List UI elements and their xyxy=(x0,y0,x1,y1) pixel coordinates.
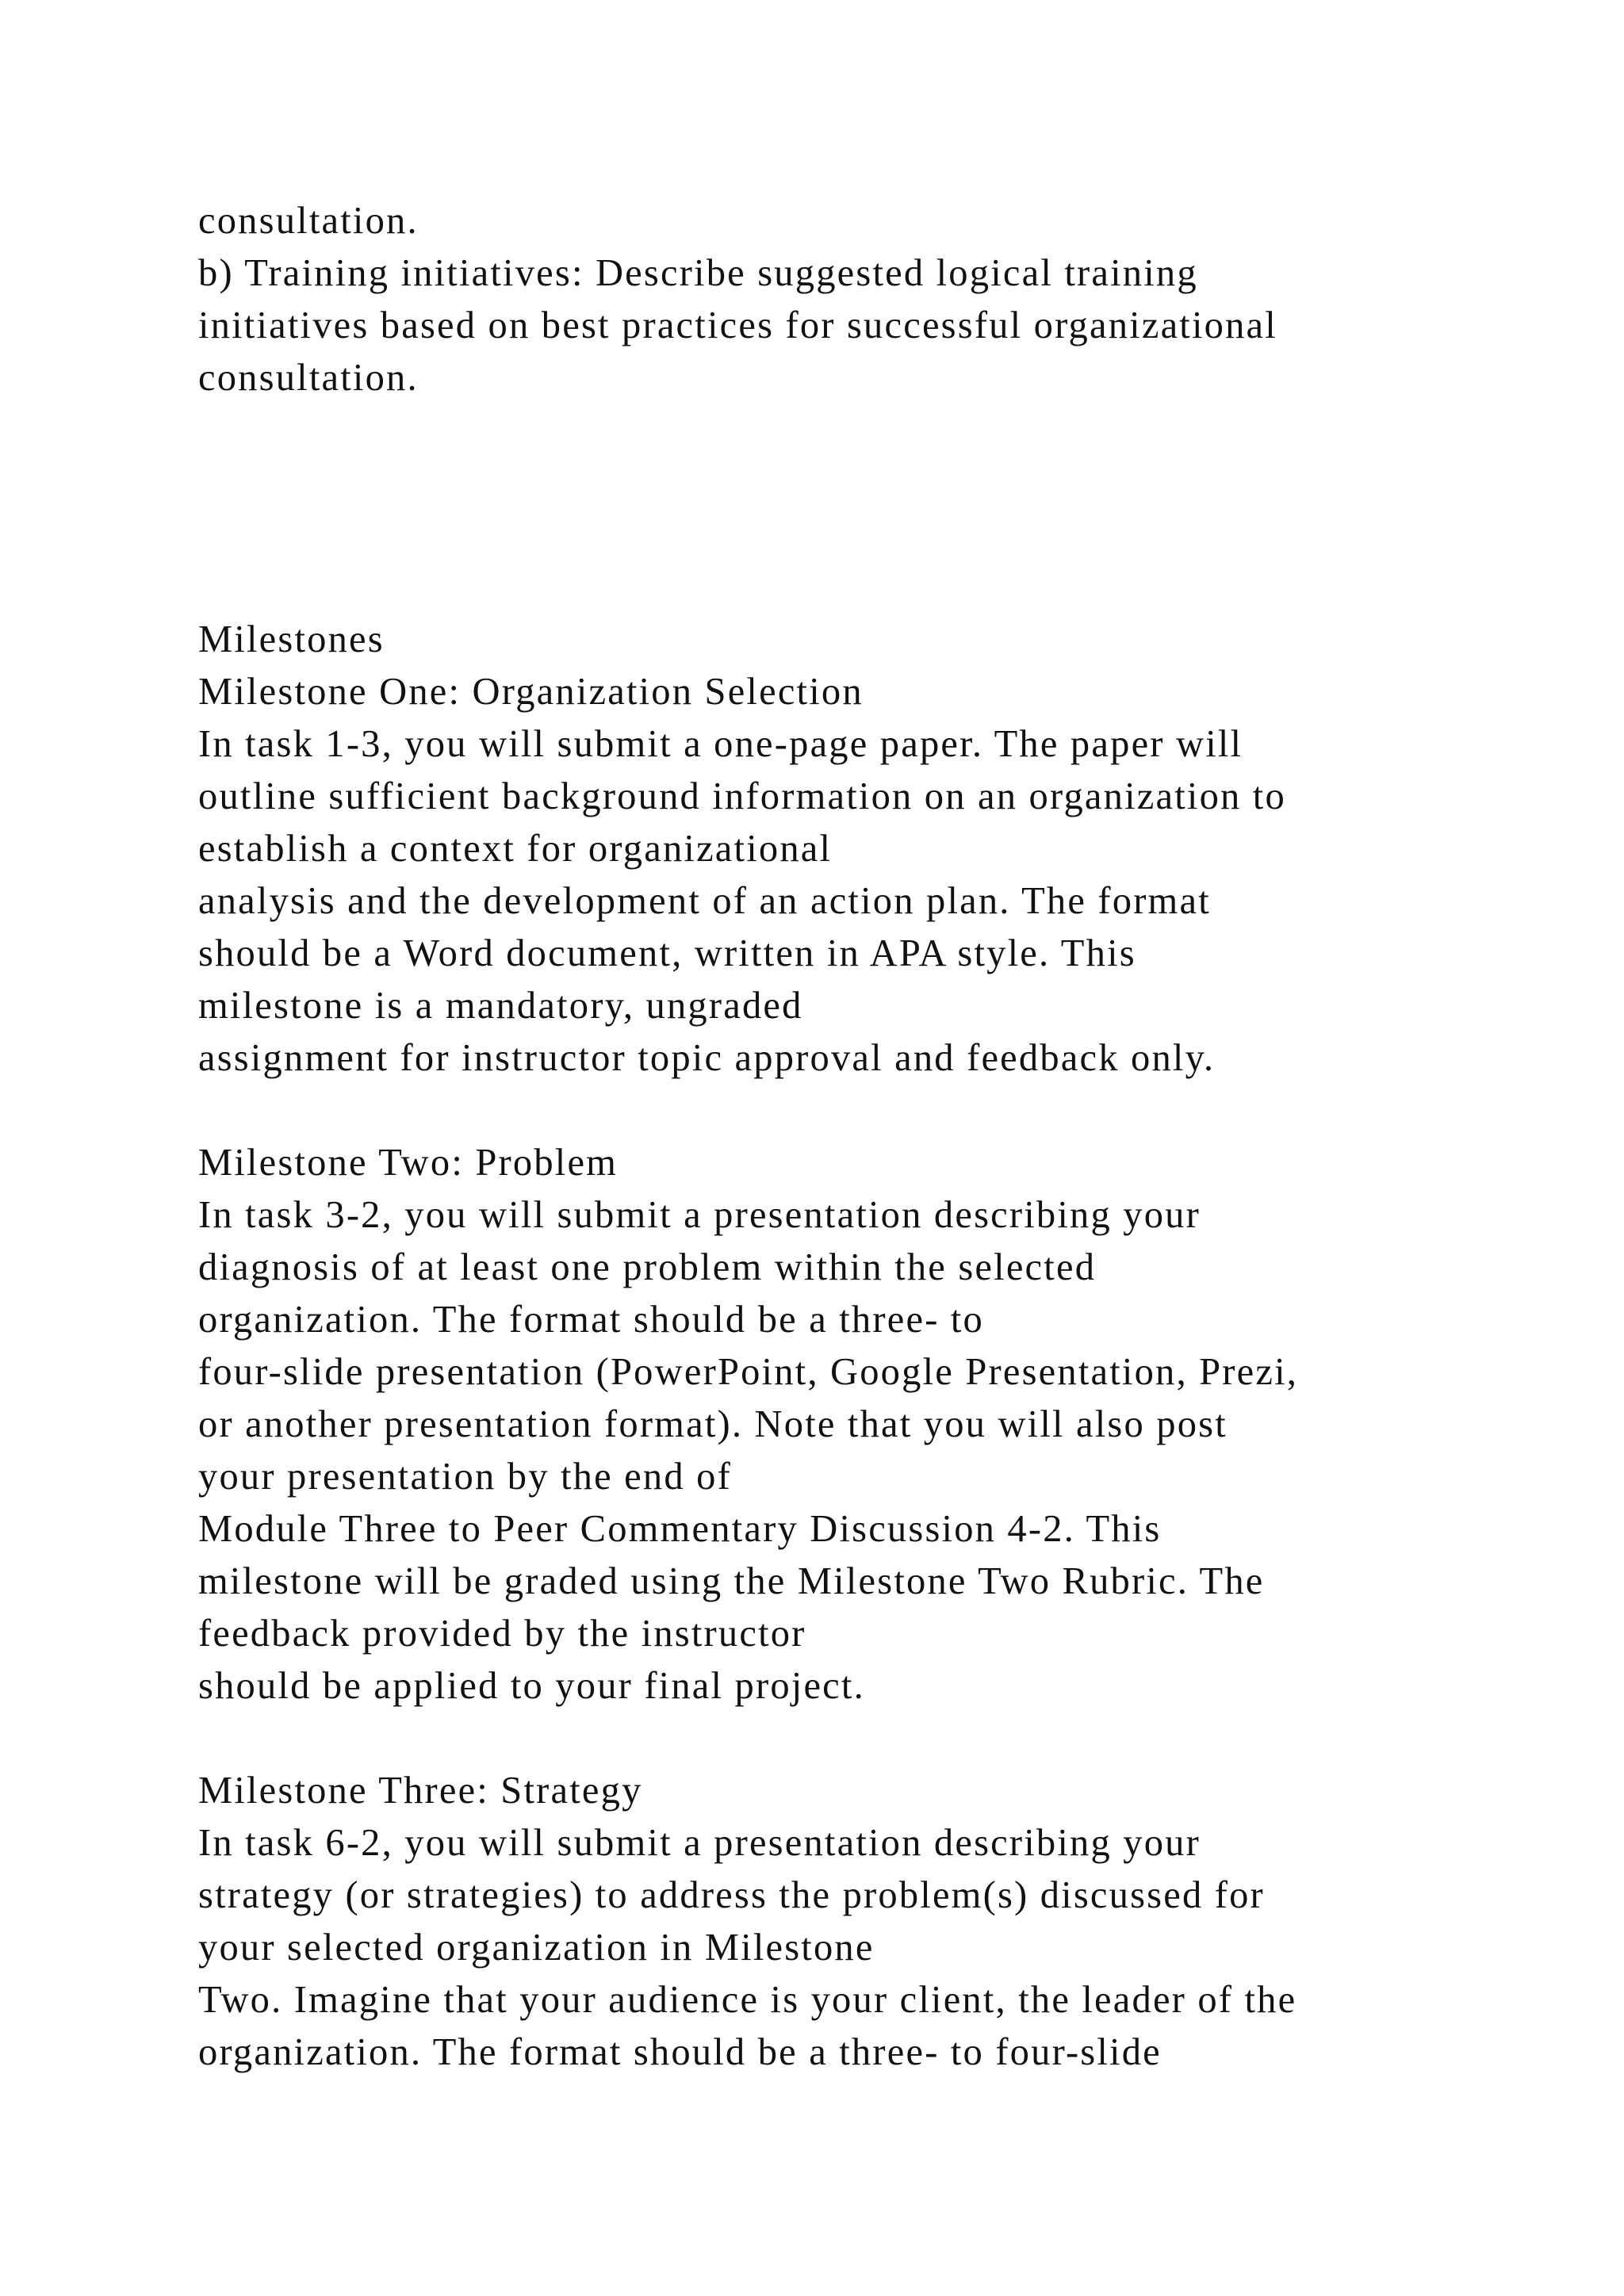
milestone-one-line: outline sufficient background information on an organization to xyxy=(198,775,1286,817)
milestone-three-line: strategy (or strategies) to address the problem(s) discussed for xyxy=(198,1874,1265,1916)
milestone-one-line: should be a Word document, written in APA style. This xyxy=(198,932,1136,974)
spacer xyxy=(198,1085,1546,1137)
milestone-two-line: your presentation by the end of xyxy=(198,1456,732,1498)
milestone-two-line: Module Three to Peer Commentary Discussion 4-2. This xyxy=(198,1508,1162,1550)
milestone-two-title: Milestone Two: Problem xyxy=(198,1142,619,1184)
spacer xyxy=(198,1712,1546,1765)
milestone-two-line: or another presentation format). Note that you will also post xyxy=(198,1403,1228,1445)
milestone-one-line: establish a context for organizational xyxy=(198,828,833,870)
intro-line: consultation. xyxy=(198,357,419,399)
milestone-one-line: assignment for instructor topic approval and feedback only. xyxy=(198,1037,1216,1079)
intro-line: consultation. xyxy=(198,200,419,242)
milestone-two-line: In task 3-2, you will submit a presentation describing your xyxy=(198,1194,1201,1236)
milestone-one-line: In task 1-3, you will submit a one-page paper. The paper will xyxy=(198,723,1243,765)
milestone-three-title: Milestone Three: Strategy xyxy=(198,1770,643,1812)
milestone-one-line: milestone is a mandatory, ungraded xyxy=(198,985,803,1027)
spacer xyxy=(198,404,1546,614)
milestone-three-line: In task 6-2, you will submit a presentation describing your xyxy=(198,1822,1201,1864)
milestone-three-line: your selected organization in Milestone xyxy=(198,1927,875,1969)
milestone-two-line: should be applied to your final project. xyxy=(198,1665,865,1707)
document-body xyxy=(198,195,1546,2079)
intro-line: b) Training initiatives: Describe suggested logical training xyxy=(198,252,1198,294)
milestone-two-line: milestone will be graded using the Milestone Two Rubric. The xyxy=(198,1560,1265,1602)
milestone-two-line: feedback provided by the instructor xyxy=(198,1613,806,1655)
milestone-one-title: Milestone One: Organization Selection xyxy=(198,671,864,713)
milestone-one-line: analysis and the development of an action plan. The format xyxy=(198,880,1211,922)
milestone-two-line: diagnosis of at least one problem within the selected xyxy=(198,1246,1097,1288)
milestone-three-line: organization. The format should be a three- to four-slide xyxy=(198,2031,1162,2073)
milestone-three-line: Two. Imagine that your audience is your client, the leader of the xyxy=(198,1979,1297,2021)
milestone-two-line: organization. The format should be a three- to xyxy=(198,1299,984,1341)
milestone-two-line: four-slide presentation (PowerPoint, Google Presentation, Prezi, xyxy=(198,1351,1299,1393)
milestones-heading: Milestones xyxy=(198,618,385,660)
intro-line: initiatives based on best practices for successful organizational xyxy=(198,304,1277,346)
